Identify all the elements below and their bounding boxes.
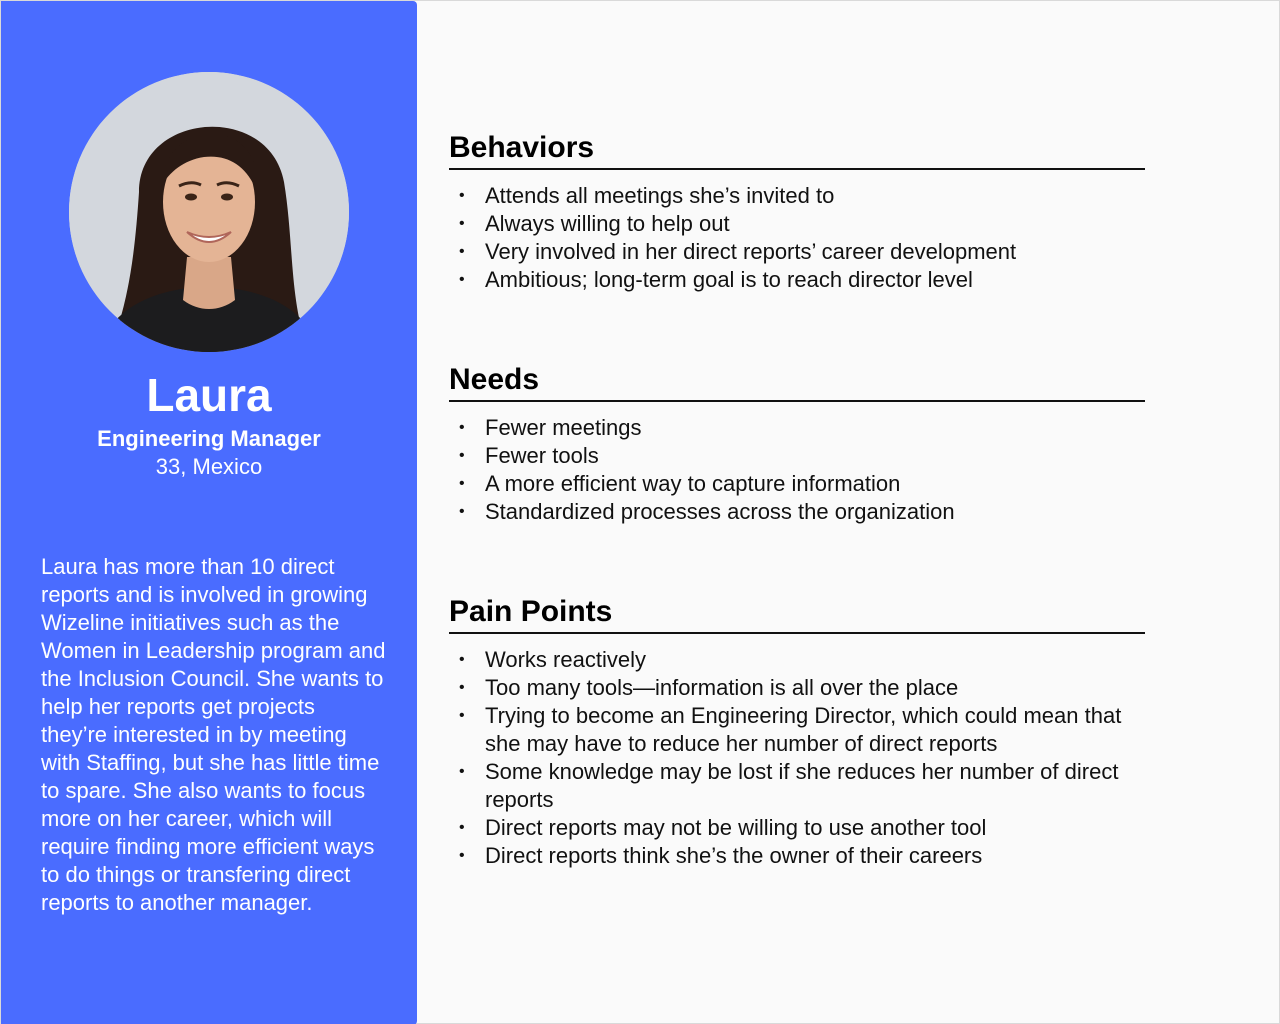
list-item: • Very involved in her direct reports’ career development xyxy=(449,238,1145,266)
persona-profile-panel xyxy=(1,1,417,1024)
needs-title: Needs xyxy=(449,362,1145,402)
persona-age-location: 33, Mexico xyxy=(155,454,263,479)
persona-details-panel xyxy=(449,1,1149,1024)
list-item: • Direct reports may not be willing to use another tool xyxy=(449,814,1145,842)
list-item: • Too many tools—information is all over the place xyxy=(449,674,1145,702)
pain-points-section xyxy=(449,594,1145,870)
list-item: • Works reactively xyxy=(449,646,1145,674)
list-item: • Standardized processes across the organization xyxy=(449,498,1145,526)
list-item: • Direct reports think she’s the owner of their careers xyxy=(449,842,1145,870)
needs-section xyxy=(449,362,1145,526)
behaviors-title: Behaviors xyxy=(449,130,1145,170)
list-item: • Fewer tools xyxy=(449,442,1145,470)
avatar xyxy=(69,72,349,352)
pain-points-title: Pain Points xyxy=(449,594,1145,634)
list-item: • Always willing to help out xyxy=(449,210,1145,238)
list-item: • Fewer meetings xyxy=(449,414,1145,442)
list-item: • Some knowledge may be lost if she reduces her number of direct reports xyxy=(449,758,1145,814)
avatar-portrait xyxy=(69,72,349,352)
list-item: • Attends all meetings she’s invited to xyxy=(449,182,1145,210)
list-item: • Ambitious; long-term goal is to reach director level xyxy=(449,266,1145,294)
list-item: • Trying to become an Engineering Director, which could mean that she may have to reduce her number of direct reports xyxy=(449,702,1145,758)
behaviors-list xyxy=(449,182,1145,294)
needs-list xyxy=(449,414,1145,526)
list-item: • A more efficient way to capture information xyxy=(449,470,1145,498)
pain-points-list xyxy=(449,646,1145,870)
persona-name: Laura xyxy=(146,369,272,421)
persona-bio: Laura has more than 10 direct reports and is involved in growing Wizeline initiatives such as the Women in Leadership program and the Inclusion Council. She wants to help her reports get projects they’re interested in by meeting with Staffing, but she has little time to spare. She also wants to focus more on her career, which will require finding more efficient ways to do things or transfering direct reports to another manager. xyxy=(41,554,386,915)
persona-role: Engineering Manager xyxy=(97,426,321,451)
behaviors-section xyxy=(449,130,1145,294)
